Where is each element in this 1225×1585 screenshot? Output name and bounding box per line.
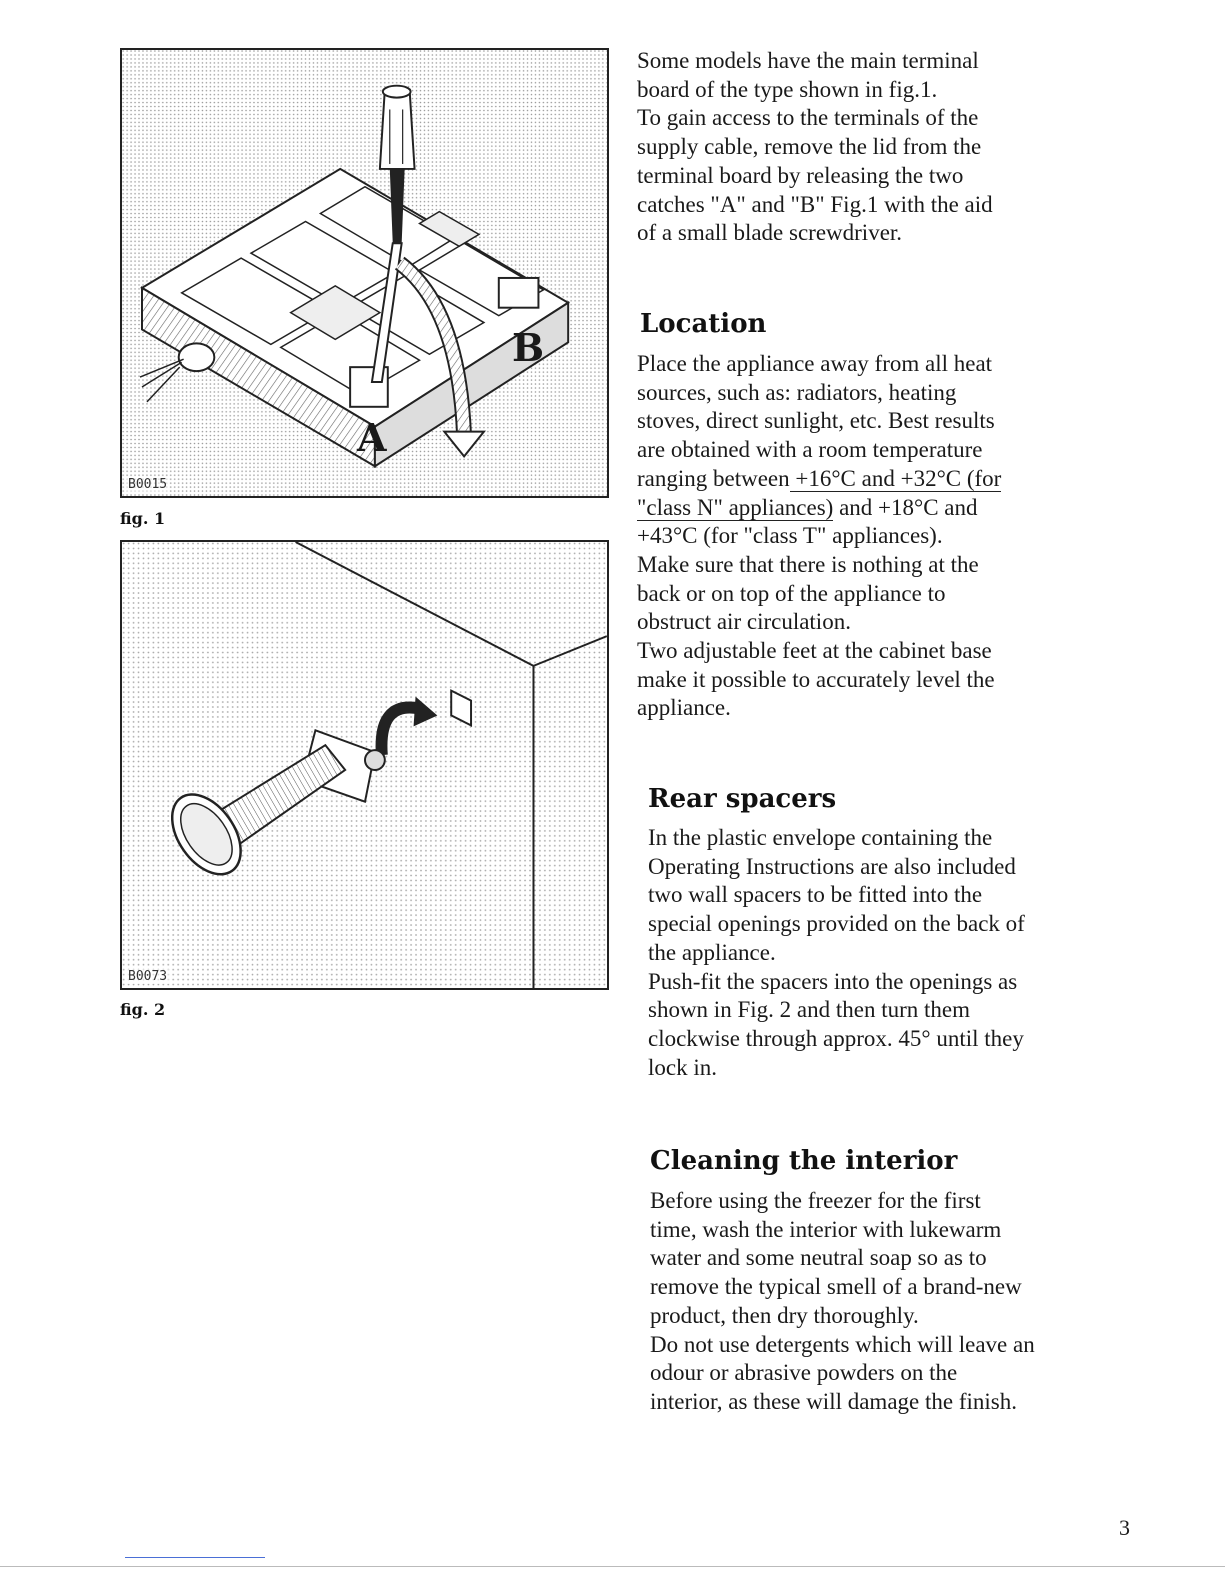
- intro-line: Some models have the main terminal: [637, 48, 979, 73]
- rear-line: clockwise through approx. 45° until they: [648, 1025, 1024, 1051]
- cleaning-line: odour or abrasive powders on the: [650, 1360, 958, 1386]
- rear-spacer-illustration: [122, 542, 607, 988]
- figure-2-caption: fig. 2: [120, 1000, 166, 1019]
- location-line: are obtained with a room temperature: [637, 437, 983, 463]
- intro-line: supply cable, remove the lid from the: [637, 134, 982, 160]
- cleaning-line: Do not use detergents which will leave an: [650, 1331, 1035, 1357]
- location-line: stoves, direct sunlight, etc. Best results: [637, 408, 995, 434]
- location-range-line: [637, 465, 1212, 494]
- range-prefix: ranging between: [637, 465, 790, 491]
- cleaning-line: remove the typical smell of a brand-new: [650, 1274, 1022, 1300]
- latch-label-b: B: [512, 325, 545, 370]
- location-line: back or on top of the appliance to: [637, 580, 946, 606]
- figure-2-rear-spacer: [120, 540, 609, 990]
- rear-line: shown in Fig. 2 and then turn them: [648, 997, 970, 1023]
- cleaning-line: time, wash the interior with lukewarm: [650, 1216, 1002, 1242]
- intro-line: catches "A" and "B" Fig.1 with the aid: [637, 191, 993, 217]
- location-line: make it possible to accurately level the: [637, 666, 995, 692]
- location-line: +43°C (for "class T" appliances).: [637, 523, 943, 549]
- figure-1-terminal-board: [120, 48, 609, 498]
- location-line: Two adjustable feet at the cabinet base: [637, 638, 992, 664]
- figure-1-caption: fig. 1: [120, 509, 166, 528]
- figure-2-code: B0073: [128, 969, 168, 984]
- rear-line: special openings provided on the back of: [648, 911, 1025, 937]
- location-paragraph: [637, 350, 1212, 723]
- location-line: Make sure that there is nothing at the: [637, 551, 979, 577]
- rear-line: Push-fit the spacers into the openings as: [648, 968, 1018, 994]
- rear-line: Operating Instructions are also included: [648, 853, 1016, 879]
- class-underlined: "class N" appliances): [637, 494, 834, 520]
- location-line: sources, such as: radiators, heating: [637, 379, 957, 405]
- cleaning-line: interior, as these will damage the finish.: [650, 1388, 1017, 1414]
- rear-line: the appliance.: [648, 939, 776, 965]
- cleaning-paragraph: [650, 1187, 1225, 1417]
- range-underlined: +16°C and +32°C (for: [789, 465, 1002, 491]
- intro-line: board of the type shown in fig.1.: [637, 76, 938, 102]
- rear-line: In the plastic envelope containing the: [648, 825, 993, 850]
- rear-spacers-paragraph: [648, 824, 1223, 1082]
- page-number: 3: [1119, 1515, 1130, 1540]
- cleaning-line: water and some neutral soap so as to: [650, 1245, 987, 1271]
- cleaning-line: Before using the freezer for the first: [650, 1188, 981, 1213]
- rear-spacers-heading: Rear spacers: [648, 784, 837, 814]
- intro-line: terminal board by releasing the two: [637, 162, 964, 188]
- intro-line: To gain access to the terminals of the: [637, 105, 979, 131]
- location-line: Place the appliance away from all heat: [637, 351, 993, 376]
- location-line: appliance.: [637, 695, 731, 721]
- location-line: obstruct air circulation.: [637, 609, 851, 635]
- location-class-line: [637, 494, 1212, 523]
- latch-label-a: A: [357, 415, 387, 460]
- rear-line: lock in.: [648, 1054, 717, 1080]
- rear-line: two wall spacers to be fitted into the: [648, 882, 983, 908]
- cleaning-line: product, then dry thoroughly.: [650, 1302, 919, 1328]
- location-heading: Location: [640, 309, 767, 339]
- bottom-divider: [0, 1566, 1225, 1567]
- intro-line: of a small blade screwdriver.: [637, 220, 903, 246]
- bottom-link-rule: [125, 1557, 265, 1558]
- figure-1-code: B0015: [128, 477, 168, 492]
- intro-paragraph: [637, 47, 1212, 248]
- class-suffix: and +18°C and: [833, 494, 978, 520]
- cleaning-heading: Cleaning the interior: [650, 1146, 958, 1176]
